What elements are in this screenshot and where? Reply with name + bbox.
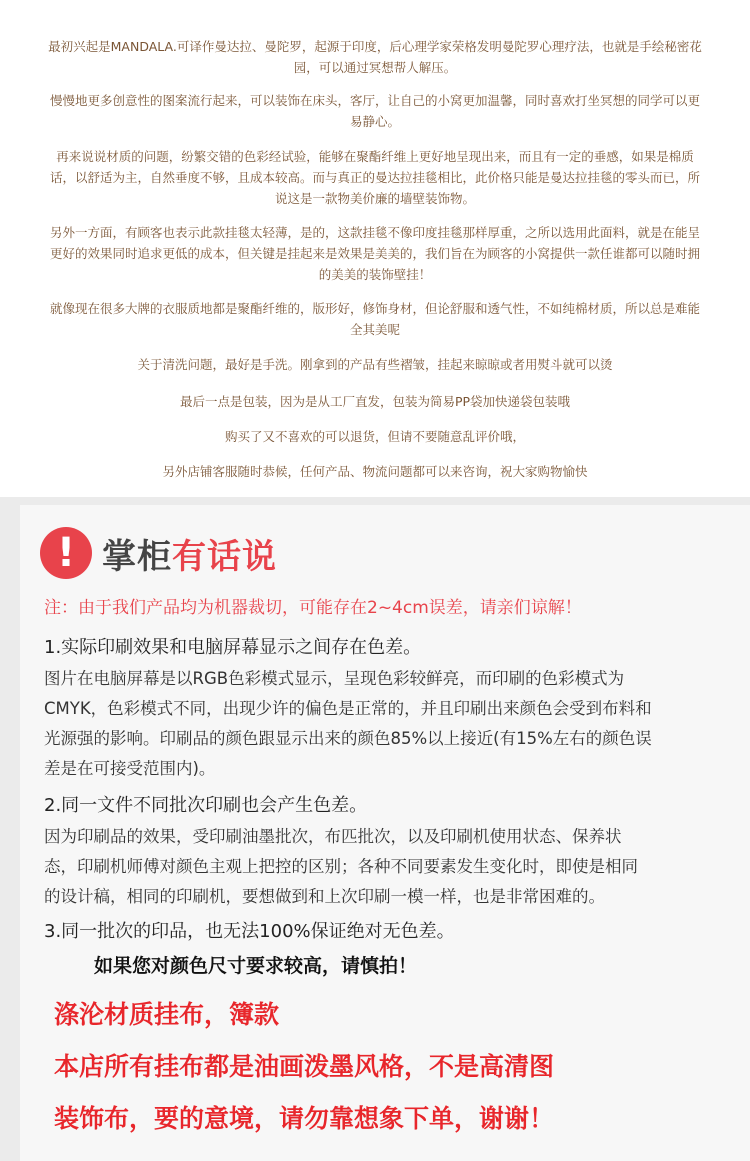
exclamation-icon: !	[40, 527, 92, 579]
point-2-line: 态，印刷机师傅对颜色主观上把控的区别；各种不同要素发生变化时，即使是相同	[44, 857, 638, 876]
point-2-line: 的设计稿，相同的印刷机，要想做到和上次印刷一模一样，也是非常困难的。	[44, 887, 605, 906]
intro-paragraph-4	[0, 222, 750, 285]
paragraph-line: 说这是一款物美价廉的墙壁装饰物。	[274, 191, 475, 206]
paragraph-line: 易静心。	[349, 114, 400, 129]
paragraph-line: 另外一方面，有顾客也表示此款挂毯太轻薄，是的，这款挂毯不像印度挂毯那样厚重，之所以选用此面料，就是在能呈	[49, 225, 700, 240]
paragraph-line: 话，以舒适为主，自然垂度不够，且成本较高。而与真正的曼达拉挂毯相比，此价格只能是曼达拉挂毯的零头而已，所	[49, 170, 700, 185]
emphasis-warning: 如果您对颜色尺寸要求较高，请慎拍！	[94, 955, 418, 977]
point-3-title: 3.同一批次的印品，也无法100%保证绝对无色差。	[44, 921, 455, 942]
paragraph-line: 关于清洗问题，最好是手洗。刚拿到的产品有些褶皱，挂起来晾晾或者用熨斗就可以烫	[137, 357, 613, 372]
point-1-line: 差是在可接受范围内)。	[44, 759, 216, 778]
notice-title-part1: 掌柜	[102, 536, 172, 577]
paragraph-line: 全其美呢	[349, 322, 400, 337]
paragraph-line: 园，可以通过冥想帮人解压。	[293, 60, 457, 75]
paragraph-line: 慢慢地更多创意性的图案流行起来，可以装饰在床头，客厅，让自己的小窝更加温馨，同时喜欢打坐冥想的同学可以更	[49, 93, 700, 108]
point-1-line: 图片在电脑屏幕是以RGB色彩模式显示，呈现色彩较鲜亮，而印刷的色彩模式为	[44, 669, 625, 688]
notice-title	[102, 529, 277, 578]
paragraph-line: 最后一点是包装，因为是从工厂直发，包装为简易PP袋加快递袋包装哦	[179, 394, 571, 409]
point-1-line: CMYK，色彩模式不同，出现少许的偏色是正常的，并且印刷出来颜色会受到布料和	[44, 699, 652, 718]
intro-paragraph-6	[0, 354, 750, 375]
paragraph-line: 购买了又不喜欢的可以退货，但请不要随意乱评价哦，	[224, 429, 525, 444]
paragraph-line: 再来说说材质的问题，纷繁交错的色彩经试验，能够在聚酯纤维上更好地呈现出来，而且有一定的垂感，如果是棉质	[56, 149, 694, 164]
paragraph-line: 最初兴起是MANDALA.可译作曼达拉、曼陀罗，起源于印度，后心理学家荣格发明曼陀罗心理疗法，也就是手绘秘密花	[48, 39, 702, 54]
intro-paragraph-9	[0, 461, 750, 482]
point-1-title: 1.实际印刷效果和电脑屏幕显示之间存在色差。	[44, 637, 422, 658]
intro-paragraph-1	[0, 36, 750, 78]
intro-paragraph-3	[0, 146, 750, 209]
paragraph-line: 更好的效果同时追求更低的成本，但关键是挂起来是效果是美美的，我们旨在为顾客的小窝提供一款任谁都可以随时拥	[49, 246, 700, 261]
paragraph-line: 的美美的装饰壁挂！	[318, 267, 432, 282]
paragraph-line: 另外店铺客服随时恭候，任何产品、物流问题都可以来咨询，祝大家购物愉快	[162, 464, 588, 479]
red-notice-line: 本店所有挂布都是油画泼墨风格，不是高清图	[54, 1052, 555, 1081]
intro-paragraph-8	[0, 426, 750, 447]
point-2-title: 2.同一文件不同批次印刷也会产生色差。	[44, 795, 368, 816]
product-description-section	[0, 0, 750, 497]
notice-panel	[0, 497, 750, 1161]
notice-card	[20, 505, 750, 1161]
red-notice-line: 装饰布，要的意境，请勿靠想象下单，谢谢！	[54, 1104, 555, 1133]
notice-header	[40, 525, 277, 581]
intro-paragraph-7	[0, 391, 750, 412]
intro-paragraph-5	[0, 298, 750, 340]
red-notice-line: 涤沦材质挂布，簿款	[54, 1000, 280, 1029]
notice-title-part2: 有话说	[172, 536, 277, 577]
intro-paragraph-2	[0, 90, 750, 132]
tolerance-note: 注：由于我们产品均为机器裁切，可能存在2~4cm误差，请亲们谅解！	[44, 598, 582, 618]
point-2-line: 因为印刷品的效果，受印刷油墨批次，布匹批次，以及印刷机使用状态、保养状	[44, 827, 622, 846]
paragraph-line: 就像现在很多大牌的衣服质地都是聚酯纤维的，版形好，修饰身材，但论舒服和透气性，不如纯棉材质，所以总是难能	[49, 301, 700, 316]
point-1-line: 光源强的影响。印刷品的颜色跟显示出来的颜色85%以上接近(有15%左右的颜色误	[44, 729, 652, 748]
